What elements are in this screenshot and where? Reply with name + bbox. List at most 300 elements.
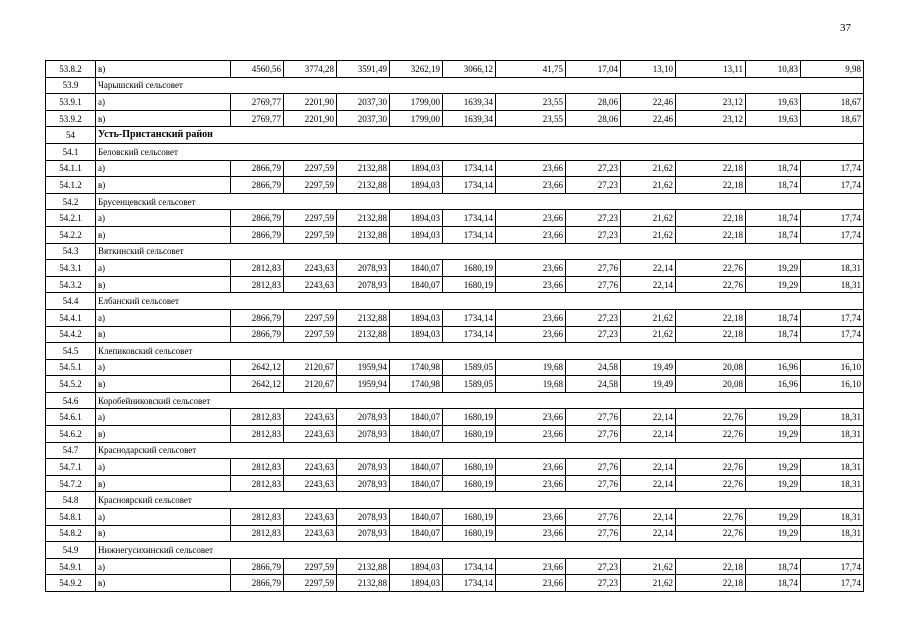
- value-cell: 17,04: [566, 61, 621, 78]
- value-cell: 2201,90: [284, 110, 337, 127]
- value-cell: 1589,05: [443, 359, 496, 376]
- value-cell: 2243,63: [284, 475, 337, 492]
- value-cell: 27,23: [566, 177, 621, 194]
- value-cell: 23,66: [496, 210, 566, 227]
- value-cell: 2812,83: [231, 426, 284, 443]
- row-code: 54: [46, 127, 96, 144]
- value-cell: 18,74: [746, 558, 801, 575]
- value-cell: 27,76: [566, 475, 621, 492]
- value-cell: 17,74: [801, 575, 864, 592]
- value-cell: 18,31: [801, 475, 864, 492]
- row-code: 54.4.1: [46, 309, 96, 326]
- row-code: 53.9.1: [46, 94, 96, 111]
- value-cell: 22,18: [676, 575, 746, 592]
- value-cell: 23,66: [496, 459, 566, 476]
- value-cell: 22,18: [676, 226, 746, 243]
- value-cell: 2812,83: [231, 509, 284, 526]
- value-cell: 23,66: [496, 276, 566, 293]
- row-variant: а): [96, 260, 231, 277]
- row-variant: в): [96, 376, 231, 393]
- value-cell: 27,76: [566, 509, 621, 526]
- table-row: [46, 309, 864, 326]
- value-cell: 2297,59: [284, 558, 337, 575]
- value-cell: 1734,14: [443, 177, 496, 194]
- value-cell: 3066,12: [443, 61, 496, 78]
- value-cell: 2812,83: [231, 525, 284, 542]
- value-cell: 10,83: [746, 61, 801, 78]
- value-cell: 21,62: [621, 210, 676, 227]
- value-cell: 2243,63: [284, 260, 337, 277]
- value-cell: 21,62: [621, 177, 676, 194]
- value-cell: 1734,14: [443, 575, 496, 592]
- value-cell: 2297,59: [284, 575, 337, 592]
- value-cell: 22,18: [676, 558, 746, 575]
- value-cell: 1840,07: [390, 426, 443, 443]
- value-cell: 1734,14: [443, 309, 496, 326]
- value-cell: 3774,28: [284, 61, 337, 78]
- district-row: [46, 127, 864, 144]
- value-cell: 23,55: [496, 110, 566, 127]
- value-cell: 22,46: [621, 110, 676, 127]
- value-cell: 22,14: [621, 426, 676, 443]
- table-row: [46, 426, 864, 443]
- value-cell: 2037,30: [337, 94, 390, 111]
- table-row: [46, 558, 864, 575]
- value-cell: 20,08: [676, 376, 746, 393]
- value-cell: 21,62: [621, 226, 676, 243]
- value-cell: 27,23: [566, 210, 621, 227]
- value-cell: 2769,77: [231, 94, 284, 111]
- row-variant: в): [96, 575, 231, 592]
- value-cell: 17,74: [801, 160, 864, 177]
- value-cell: 2243,63: [284, 276, 337, 293]
- value-cell: 22,14: [621, 276, 676, 293]
- row-variant: а): [96, 558, 231, 575]
- value-cell: 19,29: [746, 475, 801, 492]
- value-cell: 2132,88: [337, 575, 390, 592]
- table-row: [46, 110, 864, 127]
- value-cell: 2120,67: [284, 359, 337, 376]
- row-title: Усть-Пристанский район: [96, 127, 864, 144]
- value-cell: 23,66: [496, 226, 566, 243]
- value-cell: 18,31: [801, 276, 864, 293]
- value-cell: 1740,98: [390, 359, 443, 376]
- settlement-row: [46, 542, 864, 559]
- value-cell: 2866,79: [231, 558, 284, 575]
- value-cell: 27,76: [566, 525, 621, 542]
- value-cell: 1799,00: [390, 94, 443, 111]
- value-cell: 18,74: [746, 210, 801, 227]
- value-cell: 23,12: [676, 94, 746, 111]
- value-cell: 1894,03: [390, 177, 443, 194]
- row-code: 54.2.2: [46, 226, 96, 243]
- value-cell: 27,76: [566, 426, 621, 443]
- value-cell: 17,74: [801, 177, 864, 194]
- value-cell: 1894,03: [390, 575, 443, 592]
- value-cell: 2297,59: [284, 177, 337, 194]
- value-cell: 1959,94: [337, 376, 390, 393]
- row-code: 53.9.2: [46, 110, 96, 127]
- value-cell: 16,10: [801, 359, 864, 376]
- row-variant: в): [96, 525, 231, 542]
- value-cell: 2132,88: [337, 226, 390, 243]
- row-title: Коробейниковский сельсовет: [96, 392, 864, 409]
- value-cell: 2037,30: [337, 110, 390, 127]
- value-cell: 21,62: [621, 160, 676, 177]
- value-cell: 2866,79: [231, 160, 284, 177]
- value-cell: 23,12: [676, 110, 746, 127]
- value-cell: 2297,59: [284, 160, 337, 177]
- row-code: 54.3.2: [46, 276, 96, 293]
- table-row: [46, 376, 864, 393]
- row-title: Вяткинский сельсовет: [96, 243, 864, 260]
- value-cell: 19,68: [496, 376, 566, 393]
- value-cell: 2297,59: [284, 309, 337, 326]
- value-cell: 23,66: [496, 409, 566, 426]
- settlement-row: [46, 492, 864, 509]
- value-cell: 23,66: [496, 260, 566, 277]
- row-title: Клепиковский сельсовет: [96, 343, 864, 360]
- row-variant: в): [96, 61, 231, 78]
- table-row: [46, 475, 864, 492]
- value-cell: 1680,19: [443, 409, 496, 426]
- row-code: 54.9.1: [46, 558, 96, 575]
- value-cell: 23,66: [496, 575, 566, 592]
- value-cell: 21,62: [621, 575, 676, 592]
- row-code: 54.4.2: [46, 326, 96, 343]
- row-variant: в): [96, 110, 231, 127]
- value-cell: 18,31: [801, 426, 864, 443]
- value-cell: 18,74: [746, 309, 801, 326]
- value-cell: 22,76: [676, 475, 746, 492]
- row-code: 54.8: [46, 492, 96, 509]
- value-cell: 19,63: [746, 94, 801, 111]
- value-cell: 17,74: [801, 226, 864, 243]
- value-cell: 17,74: [801, 210, 864, 227]
- settlement-row: [46, 77, 864, 94]
- value-cell: 1734,14: [443, 558, 496, 575]
- row-code: 54.3: [46, 243, 96, 260]
- value-cell: 2243,63: [284, 409, 337, 426]
- row-variant: а): [96, 160, 231, 177]
- value-cell: 2812,83: [231, 409, 284, 426]
- settlement-row: [46, 442, 864, 459]
- value-cell: 23,66: [496, 509, 566, 526]
- value-cell: 1894,03: [390, 326, 443, 343]
- value-cell: 21,62: [621, 558, 676, 575]
- value-cell: 16,96: [746, 376, 801, 393]
- settlement-row: [46, 293, 864, 310]
- value-cell: 22,14: [621, 509, 676, 526]
- value-cell: 22,14: [621, 525, 676, 542]
- value-cell: 2642,12: [231, 359, 284, 376]
- row-variant: а): [96, 94, 231, 111]
- value-cell: 1840,07: [390, 276, 443, 293]
- value-cell: 1589,05: [443, 376, 496, 393]
- table-row: [46, 359, 864, 376]
- value-cell: 1894,03: [390, 160, 443, 177]
- value-cell: 22,18: [676, 309, 746, 326]
- value-cell: 2243,63: [284, 426, 337, 443]
- value-cell: 1894,03: [390, 309, 443, 326]
- value-cell: 41,75: [496, 61, 566, 78]
- value-cell: 23,66: [496, 426, 566, 443]
- value-cell: 18,74: [746, 177, 801, 194]
- row-code: 54.2: [46, 193, 96, 210]
- row-code: 54.6.2: [46, 426, 96, 443]
- row-code: 54.4: [46, 293, 96, 310]
- value-cell: 1840,07: [390, 409, 443, 426]
- value-cell: 19,29: [746, 276, 801, 293]
- value-cell: 19,29: [746, 409, 801, 426]
- value-cell: 23,66: [496, 160, 566, 177]
- value-cell: 18,67: [801, 94, 864, 111]
- table-row: [46, 525, 864, 542]
- value-cell: 19,49: [621, 376, 676, 393]
- value-cell: 21,62: [621, 326, 676, 343]
- value-cell: 1680,19: [443, 426, 496, 443]
- value-cell: 27,76: [566, 260, 621, 277]
- table-row: [46, 210, 864, 227]
- row-variant: в): [96, 276, 231, 293]
- value-cell: 19,29: [746, 260, 801, 277]
- value-cell: 22,76: [676, 409, 746, 426]
- value-cell: 18,67: [801, 110, 864, 127]
- value-cell: 2866,79: [231, 210, 284, 227]
- value-cell: 23,55: [496, 94, 566, 111]
- value-cell: 2078,93: [337, 409, 390, 426]
- value-cell: 1799,00: [390, 110, 443, 127]
- value-cell: 9,98: [801, 61, 864, 78]
- value-cell: 3262,19: [390, 61, 443, 78]
- row-code: 54.7: [46, 442, 96, 459]
- value-cell: 2132,88: [337, 210, 390, 227]
- value-cell: 23,66: [496, 525, 566, 542]
- value-cell: 22,14: [621, 475, 676, 492]
- value-cell: 1680,19: [443, 525, 496, 542]
- value-cell: 22,76: [676, 459, 746, 476]
- value-cell: 19,29: [746, 509, 801, 526]
- value-cell: 28,06: [566, 110, 621, 127]
- value-cell: 2866,79: [231, 226, 284, 243]
- row-code: 54.8.1: [46, 509, 96, 526]
- value-cell: 1639,34: [443, 94, 496, 111]
- row-variant: а): [96, 509, 231, 526]
- value-cell: 17,74: [801, 309, 864, 326]
- value-cell: 1840,07: [390, 509, 443, 526]
- value-cell: 27,23: [566, 160, 621, 177]
- settlement-row: [46, 343, 864, 360]
- row-variant: а): [96, 409, 231, 426]
- table-row: [46, 177, 864, 194]
- value-cell: 22,46: [621, 94, 676, 111]
- value-cell: 1680,19: [443, 260, 496, 277]
- row-title: Брусенцевский сельсовет: [96, 193, 864, 210]
- value-cell: 2297,59: [284, 326, 337, 343]
- value-cell: 22,76: [676, 260, 746, 277]
- value-cell: 2078,93: [337, 276, 390, 293]
- row-variant: в): [96, 475, 231, 492]
- table-row: [46, 226, 864, 243]
- value-cell: 2243,63: [284, 509, 337, 526]
- table-row: [46, 509, 864, 526]
- value-cell: 2866,79: [231, 309, 284, 326]
- row-title: Чарышский сельсовет: [96, 77, 864, 94]
- value-cell: 22,14: [621, 409, 676, 426]
- value-cell: 28,06: [566, 94, 621, 111]
- value-cell: 16,96: [746, 359, 801, 376]
- value-cell: 2132,88: [337, 326, 390, 343]
- value-cell: 22,14: [621, 459, 676, 476]
- row-code: 54.3.1: [46, 260, 96, 277]
- table-row: [46, 326, 864, 343]
- value-cell: 2078,93: [337, 260, 390, 277]
- value-cell: 16,10: [801, 376, 864, 393]
- value-cell: 2132,88: [337, 160, 390, 177]
- value-cell: 2243,63: [284, 459, 337, 476]
- row-code: 54.1.1: [46, 160, 96, 177]
- value-cell: 1680,19: [443, 276, 496, 293]
- value-cell: 18,74: [746, 160, 801, 177]
- row-code: 54.8.2: [46, 525, 96, 542]
- row-code: 54.5: [46, 343, 96, 360]
- value-cell: 13,11: [676, 61, 746, 78]
- value-cell: 23,66: [496, 558, 566, 575]
- table-row: [46, 276, 864, 293]
- settlement-row: [46, 243, 864, 260]
- value-cell: 2078,93: [337, 459, 390, 476]
- row-code: 54.2.1: [46, 210, 96, 227]
- value-cell: 18,31: [801, 509, 864, 526]
- row-variant: а): [96, 459, 231, 476]
- value-cell: 22,76: [676, 525, 746, 542]
- value-cell: 23,66: [496, 326, 566, 343]
- value-cell: 27,76: [566, 276, 621, 293]
- table-row: [46, 61, 864, 78]
- value-cell: 1840,07: [390, 525, 443, 542]
- value-cell: 27,23: [566, 558, 621, 575]
- settlement-row: [46, 143, 864, 160]
- value-cell: 27,76: [566, 459, 621, 476]
- value-cell: 1894,03: [390, 558, 443, 575]
- value-cell: 19,68: [496, 359, 566, 376]
- value-cell: 19,29: [746, 525, 801, 542]
- value-cell: 4560,56: [231, 61, 284, 78]
- row-title: Беловский сельсовет: [96, 143, 864, 160]
- table-row: [46, 409, 864, 426]
- row-variant: а): [96, 210, 231, 227]
- value-cell: 13,10: [621, 61, 676, 78]
- value-cell: 2078,93: [337, 509, 390, 526]
- table-row: [46, 260, 864, 277]
- value-cell: 1840,07: [390, 475, 443, 492]
- value-cell: 2812,83: [231, 459, 284, 476]
- value-cell: 27,23: [566, 226, 621, 243]
- value-cell: 18,31: [801, 459, 864, 476]
- value-cell: 2078,93: [337, 475, 390, 492]
- value-cell: 1740,98: [390, 376, 443, 393]
- value-cell: 23,66: [496, 177, 566, 194]
- settlement-row: [46, 193, 864, 210]
- row-code: 54.1: [46, 143, 96, 160]
- value-cell: 22,14: [621, 260, 676, 277]
- value-cell: 1959,94: [337, 359, 390, 376]
- row-variant: а): [96, 359, 231, 376]
- value-cell: 2812,83: [231, 276, 284, 293]
- value-cell: 18,31: [801, 260, 864, 277]
- value-cell: 24,58: [566, 376, 621, 393]
- value-cell: 19,29: [746, 426, 801, 443]
- value-cell: 2866,79: [231, 326, 284, 343]
- value-cell: 27,76: [566, 409, 621, 426]
- table-row: [46, 575, 864, 592]
- value-cell: 20,08: [676, 359, 746, 376]
- tariff-table: [45, 60, 864, 592]
- value-cell: 2078,93: [337, 426, 390, 443]
- value-cell: 2201,90: [284, 94, 337, 111]
- value-cell: 18,74: [746, 226, 801, 243]
- row-code: 54.7.2: [46, 475, 96, 492]
- row-code: 54.5.1: [46, 359, 96, 376]
- row-variant: в): [96, 177, 231, 194]
- row-title: Краснодарский сельсовет: [96, 442, 864, 459]
- value-cell: 3591,49: [337, 61, 390, 78]
- value-cell: 1680,19: [443, 459, 496, 476]
- table-body: [46, 61, 864, 592]
- value-cell: 1894,03: [390, 210, 443, 227]
- row-variant: в): [96, 226, 231, 243]
- row-variant: в): [96, 426, 231, 443]
- value-cell: 2642,12: [231, 376, 284, 393]
- row-title: Елбанский сельсовет: [96, 293, 864, 310]
- page-number: 37: [840, 22, 851, 34]
- row-code: 54.6.1: [46, 409, 96, 426]
- value-cell: 18,74: [746, 326, 801, 343]
- value-cell: 2297,59: [284, 210, 337, 227]
- row-code: 54.7.1: [46, 459, 96, 476]
- row-code: 53.9: [46, 77, 96, 94]
- row-variant: в): [96, 326, 231, 343]
- value-cell: 1840,07: [390, 260, 443, 277]
- value-cell: 17,74: [801, 326, 864, 343]
- row-code: 54.5.2: [46, 376, 96, 393]
- value-cell: 19,29: [746, 459, 801, 476]
- value-cell: 2812,83: [231, 475, 284, 492]
- settlement-row: [46, 392, 864, 409]
- value-cell: 2132,88: [337, 309, 390, 326]
- value-cell: 2243,63: [284, 525, 337, 542]
- value-cell: 22,76: [676, 276, 746, 293]
- value-cell: 2866,79: [231, 177, 284, 194]
- value-cell: 18,74: [746, 575, 801, 592]
- value-cell: 1894,03: [390, 226, 443, 243]
- value-cell: 1734,14: [443, 326, 496, 343]
- value-cell: 22,76: [676, 509, 746, 526]
- value-cell: 22,18: [676, 177, 746, 194]
- value-cell: 18,31: [801, 409, 864, 426]
- value-cell: 17,74: [801, 558, 864, 575]
- value-cell: 2120,67: [284, 376, 337, 393]
- table-row: [46, 160, 864, 177]
- value-cell: 1680,19: [443, 475, 496, 492]
- value-cell: 19,49: [621, 359, 676, 376]
- row-code: 54.6: [46, 392, 96, 409]
- value-cell: 24,58: [566, 359, 621, 376]
- value-cell: 22,18: [676, 210, 746, 227]
- value-cell: 2078,93: [337, 525, 390, 542]
- row-code: 54.9: [46, 542, 96, 559]
- value-cell: 2866,79: [231, 575, 284, 592]
